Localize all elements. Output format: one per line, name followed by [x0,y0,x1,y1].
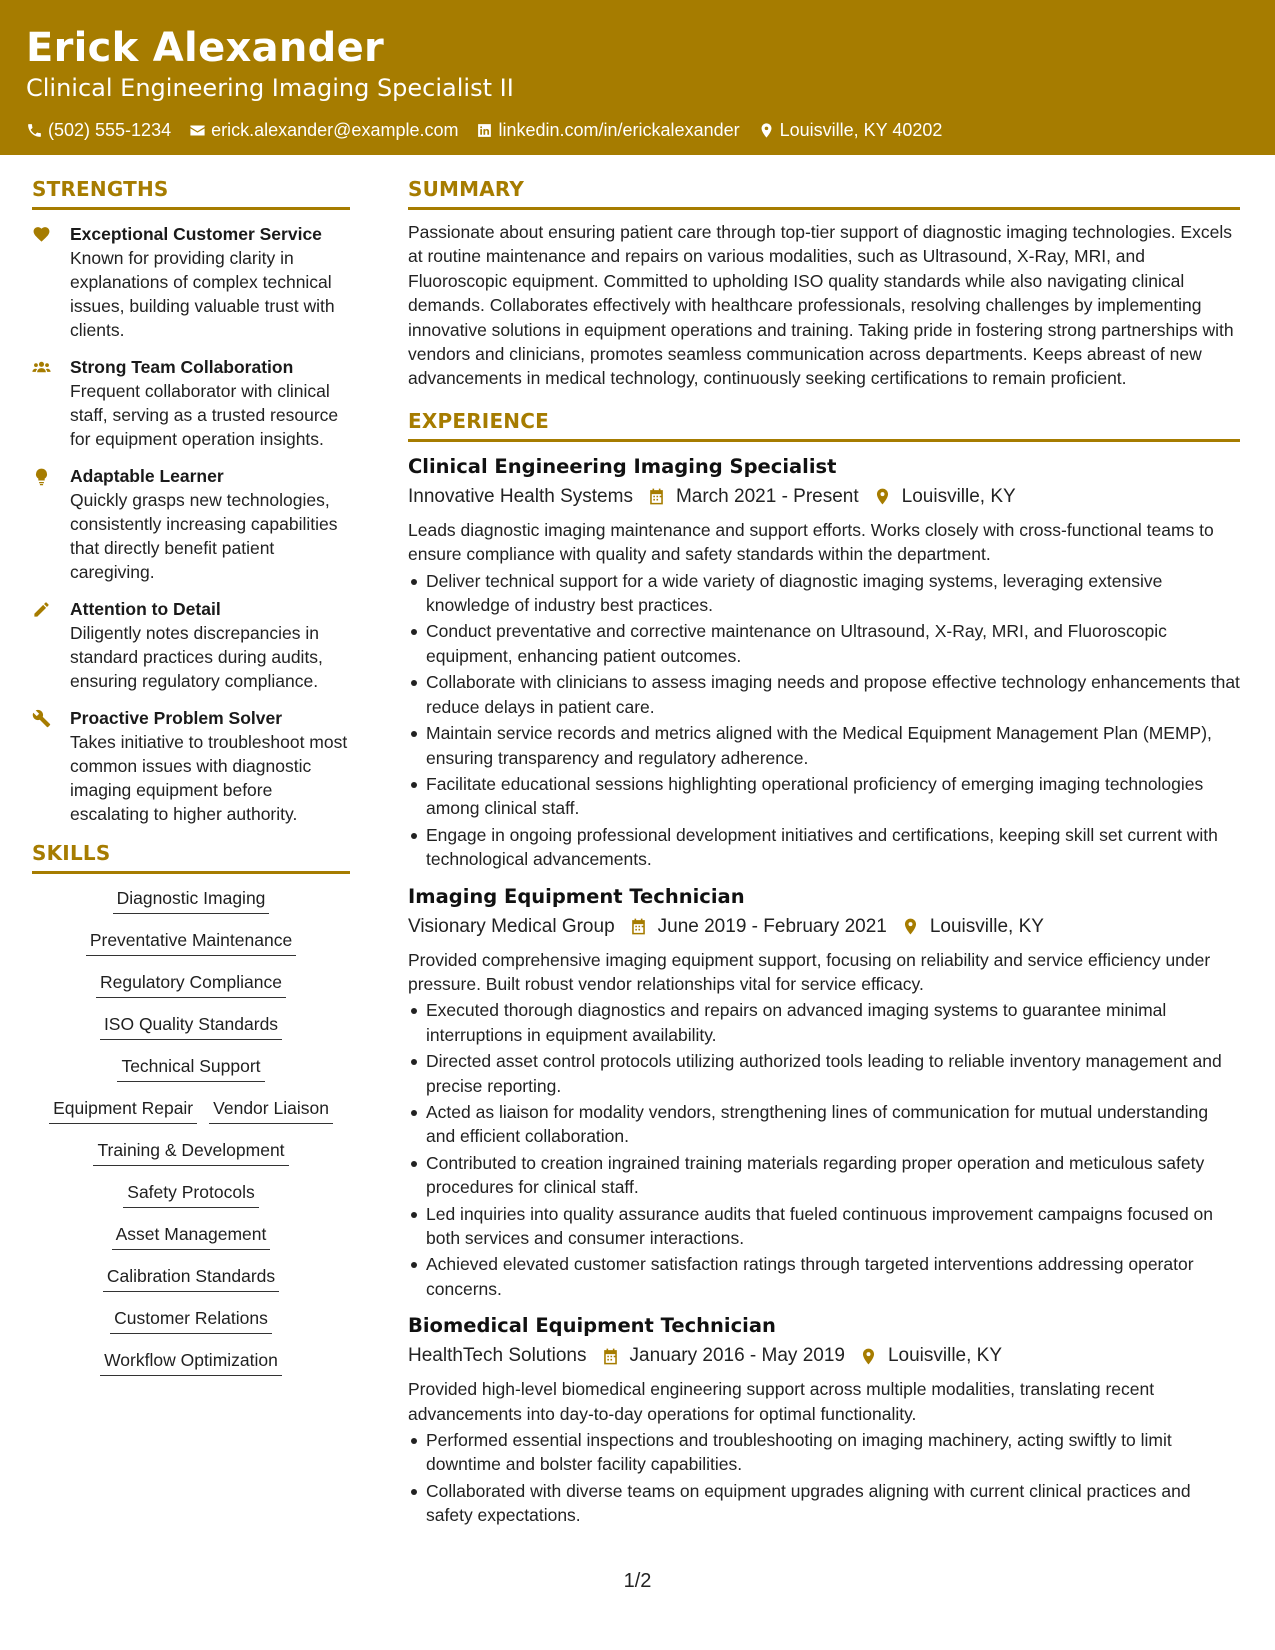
skill-tag: Workflow Optimization [100,1348,282,1376]
bullet-item: Engage in ongoing professional development initiatives and certifications, keeping skill set current with technological advancements. [408,823,1240,872]
strength-title: Strong Team Collaboration [70,357,294,377]
strength-title: Attention to Detail [70,599,221,619]
strength-title: Exceptional Customer Service [70,224,322,244]
job-entry [408,452,1240,872]
skill-tag: Equipment Repair [49,1096,197,1124]
job-location: Louisville, KY [901,485,1016,507]
envelope-icon [189,122,206,139]
bullet-item: Collaborated with diverse teams on equipment upgrades aligning with current clinical practices and safety expectations. [408,1479,1240,1528]
contact-location [758,118,943,142]
lightbulb-icon [32,467,51,486]
phone-icon [26,122,43,139]
skill-tag: Preventative Maintenance [86,928,296,956]
skill-tag: Customer Relations [110,1306,272,1334]
linkedin-icon [476,122,493,139]
job-bullets [408,998,1240,1301]
skill-tag: Asset Management [112,1222,271,1250]
map-pin-icon [758,122,775,139]
skill-tag: Training & Development [93,1138,288,1166]
job-title: Clinical Engineering Imaging Specialist [408,454,837,478]
skill-tag: Technical Support [117,1054,264,1082]
calendar-icon [647,487,666,506]
calendar-icon [601,1347,620,1366]
strength-item [32,355,350,451]
strength-desc: Takes initiative to troubleshoot most common issues with diagnostic imaging equipment before escalating to higher authority. [70,732,348,824]
job-dates: January 2016 - May 2019 [629,1345,845,1367]
job-location: Louisville, KY [887,1345,1003,1367]
right-column [408,175,1240,1530]
strength-desc: Quickly grasps new technologies, consistently increasing capabilities that directly benefit patient caregiving. [70,490,338,582]
skills-list [32,886,350,1390]
strength-item [32,706,350,826]
job-bullets [408,569,1240,872]
bullet-item: Conduct preventative and corrective maintenance on Ultrasound, X-Ray, MRI, and Fluoroscopic equipment, enhancing patient outcomes. [408,619,1240,668]
summary-heading: SUMMARY [408,175,1240,210]
job-title: Biomedical Equipment Technician [408,1314,776,1338]
page-number: 1/2 [623,1570,652,1592]
bullet-item: Collaborate with clinicians to assess imaging needs and propose effective technology enhancements that reduce delays in patient care. [408,670,1240,719]
job-description: Provided comprehensive imaging equipment support, focusing on reliability and service efficiency under pressure. Built robust vendor relationships vital for service efficacy. [408,949,1211,994]
strength-desc: Frequent collaborator with clinical staff, serving as a trusted resource for equipment operation insights. [70,381,339,449]
job-entry [408,1311,1240,1527]
job-description: Leads diagnostic imaging maintenance and support efforts. Works closely with cross-functional teams to ensure compliance with quality and safety standards within the department. [408,519,1214,565]
skill-tag: Diagnostic Imaging [113,886,270,914]
map-pin-icon [901,917,920,936]
bullet-item: Executed thorough diagnostics and repairs on advanced imaging systems to guarantee minimal interruptions in equipment availability. [408,998,1240,1047]
job-location: Louisville, KY [929,915,1044,937]
strengths-heading: STRENGTHS [32,175,350,210]
job-description: Provided high-level biomedical engineering support across multiple modalities, translating recent advancements into day-to-day operations for optimal functionality. [408,1379,1155,1424]
phone-text: (502) 555-1234 [48,120,172,140]
bullet-item: Facilitate educational sessions highlighting operational proficiency of emerging imaging technologies among clinical staff. [408,772,1240,821]
candidate-title: Clinical Engineering Imaging Specialist II [26,74,514,102]
job-meta [408,482,1240,512]
skills-heading: SKILLS [32,839,350,874]
location-text: Louisville, KY 40202 [779,120,943,140]
job-meta [408,912,1240,942]
bullet-item: Contributed to creation ingrained training materials regarding proper operation and meticulous safety procedures for clinical staff. [408,1151,1240,1200]
strength-item [32,222,350,342]
resume-header [0,0,1275,155]
strength-item [32,597,350,693]
bullet-item: Maintain service records and metrics aligned with the Medical Equipment Management Plan (MEMP), ensuring transparency and regulatory adherence. [408,721,1240,770]
skill-tag: Vendor Liaison [209,1096,333,1124]
job-company: Visionary Medical Group [408,915,615,937]
job-company: HealthTech Solutions [408,1345,587,1367]
wrench-icon [32,709,51,728]
contact-phone[interactable] [26,118,171,142]
skill-tag: Safety Protocols [123,1180,258,1208]
map-pin-icon [859,1347,878,1366]
bullet-item: Performed essential inspections and troubleshooting on imaging machinery, acting swiftly to limit downtime and bolster facility capabilities. [408,1428,1240,1477]
pencil-icon [32,600,51,619]
contact-email[interactable] [189,118,458,142]
strength-desc: Known for providing clarity in explanations of complex technical issues, building valuable trust with clients. [70,248,335,340]
strength-item [32,464,350,584]
linkedin-text: linkedin.com/in/erickalexander [498,120,740,140]
map-pin-icon [873,487,892,506]
skill-tag: Regulatory Compliance [96,970,286,998]
calendar-icon [629,917,648,936]
experience-heading: EXPERIENCE [408,407,1240,442]
job-bullets [408,1428,1240,1528]
job-entry [408,882,1240,1302]
bullet-item: Led inquiries into quality assurance audits that fueled continuous improvement campaigns focused on both services and consumer interactions. [408,1202,1240,1251]
bullet-item: Deliver technical support for a wide variety of diagnostic imaging systems, leveraging extensive knowledge of industry best practices. [408,569,1240,618]
job-dates: March 2021 - Present [675,485,859,507]
email-text: erick.alexander@example.com [211,120,459,140]
bullet-item: Achieved elevated customer satisfaction ratings through targeted interventions addressing operator concerns. [408,1252,1240,1301]
strength-title: Adaptable Learner [70,466,224,486]
skill-tag: ISO Quality Standards [100,1012,282,1040]
job-company: Innovative Health Systems [408,485,633,507]
left-column [32,175,350,1390]
job-meta [408,1341,1240,1371]
job-title: Imaging Equipment Technician [408,884,745,908]
bullet-item: Directed asset control protocols utilizing authorized tools leading to reliable inventory management and precise reporting. [408,1049,1240,1098]
strengths-list [32,222,350,826]
heart-icon [32,225,51,244]
skill-tag: Calibration Standards [103,1264,279,1292]
users-icon [32,358,51,377]
strength-title: Proactive Problem Solver [70,708,283,728]
bullet-item: Acted as liaison for modality vendors, strengthening lines of communication for mutual understanding and efficient collaboration. [408,1100,1240,1149]
summary-text: Passionate about ensuring patient care through top-tier support of diagnostic imaging technologies. Excels at routine maintenance and repairs on various modalities, such as Ultrasound, X-Ray, MRI, and Fluoroscopic equipment. Committed to upholding ISO quality standards while also navigating clinical demands. Collaborates effectively with healthcare professionals, resolving challenges by implementing innovative solutions in equipment operations and training. Taking pride in fostering strong partnerships with vendors and clinicians, promotes seamless communication across departments. Keeps abreast of new advancements in medical technology, continuously seeking certifications to remain proficient. [408,222,1234,389]
contact-linkedin[interactable] [476,118,739,142]
job-dates: June 2019 - February 2021 [657,915,887,937]
contact-bar [26,118,1249,142]
strength-desc: Diligently notes discrepancies in standard practices during audits, ensuring regulatory compliance. [70,623,323,691]
candidate-name: Erick Alexander [26,25,385,71]
